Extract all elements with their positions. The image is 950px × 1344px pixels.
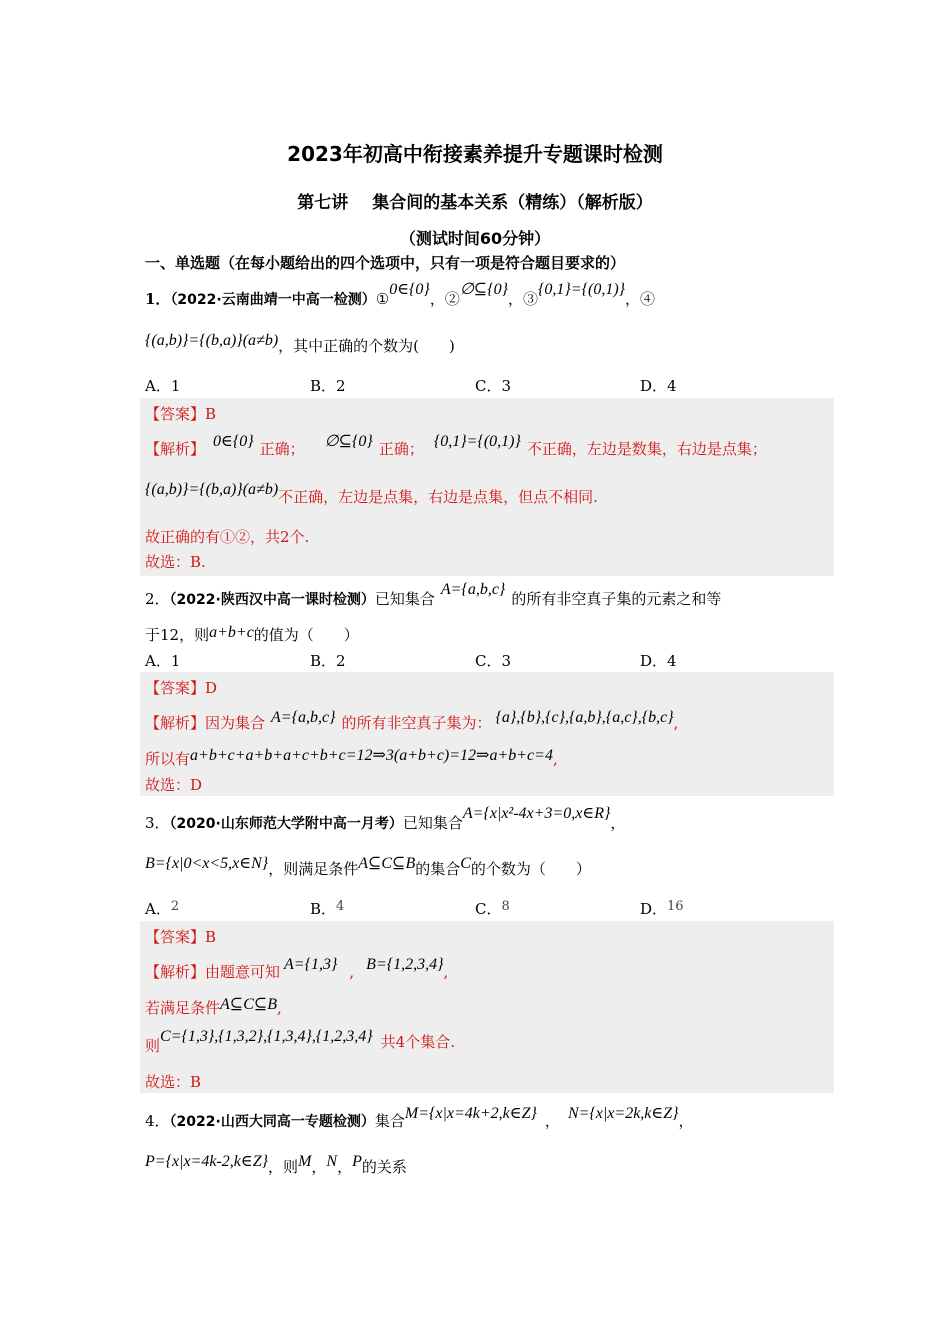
q1-option-a: A．1 xyxy=(145,377,181,395)
q1-expr-2: ∅⊆{0} xyxy=(459,281,508,298)
q4-set-m: M={x|x=4k+2,k∈Z} xyxy=(404,1105,537,1122)
q2-set-a: A={a,b,c} xyxy=(440,581,506,598)
q1-line-1: 1．（2022·云南曲靖一中高一检测）①0∈{0}，②∅⊆{0}，③{0,1}={(0,1)}，④ xyxy=(145,281,656,308)
q1-number: 1． xyxy=(145,290,171,308)
q1-option-b: B．2 xyxy=(310,377,346,395)
q2-option-a: A．1 xyxy=(145,652,181,670)
q1-answer-box xyxy=(140,398,834,576)
q3-source: （2020·山东师范大学附中高一月考） xyxy=(169,816,403,832)
lecture-title: 第七讲 集合间的基本关系（精练）（解析版） xyxy=(297,193,653,213)
q2-line-1: 2．（2022·陕西汉中高一课时检测）已知集合A={a,b,c}的所有非空真子集的元素之和等 xyxy=(145,581,722,608)
q2-source: （2022·陕西汉中高一课时检测） xyxy=(169,592,375,608)
q1-answer: 【答案】B xyxy=(145,405,217,423)
q2-explain-line-2: 所以有a+b+c+a+b+a+c+b+c=12⇒3(a+b+c)=12⇒a+b+c=4, xyxy=(145,747,558,768)
q3-explain-line-2: 若满足条件A⊆C⊆B, xyxy=(145,996,282,1017)
section-heading: 一、单选题（在每小题给出的四个选项中，只有一项是符合题目要求的） xyxy=(145,254,626,272)
q3-number: 3． xyxy=(145,814,170,832)
q2-explain-line-1: 【解析】因为集合 A={a,b,c} 的所有非空真子集为： {a},{b},{c},{a,b},{a,c},{b,c}, xyxy=(145,709,679,732)
q1-line-2: {(a,b)}={(b,a)}(a≠b)，其中正确的个数为( ) xyxy=(145,332,455,355)
q4-source: （2022·山西大同高一专题检测） xyxy=(169,1114,375,1130)
q2-line-2: 于12，则a+b+c的值为（ ） xyxy=(145,624,359,644)
q2-expr-sum: a+b+c xyxy=(209,624,254,641)
doc-title: 2023年初高中衔接素养提升专题课时检测 xyxy=(287,142,663,166)
q1-expr-4: {(a,b)}={(b,a)}(a≠b) xyxy=(145,332,279,349)
q4-number: 4． xyxy=(145,1112,170,1130)
q3-line-1: 3．（2020·山东师范大学附中高一月考）已知集合A={x|x²-4x+3=0,x∈R}， xyxy=(145,805,626,832)
test-time: （测试时间60分钟） xyxy=(399,229,551,248)
q4-line-1: 4．（2022·山西大同高一专题检测）集合M={x|x=4k+2,k∈Z} ， N={x|x=2k,k∈Z}， xyxy=(145,1105,694,1130)
q3-option-d: D．16 xyxy=(640,899,684,918)
q4-line-2: P={x|x=4k-2,k∈Z}，则M，N，P的关系 xyxy=(145,1153,407,1176)
q1-option-d: D．4 xyxy=(640,377,677,395)
q1-option-c: C．3 xyxy=(475,377,512,395)
q2-answer: 【答案】D xyxy=(145,679,218,697)
q4-set-n: N={x|x=2k,k∈Z} xyxy=(567,1105,679,1122)
q3-option-c: C．8 xyxy=(475,899,510,918)
q1-expr-1: 0∈{0} xyxy=(389,281,430,298)
q2-option-d: D．4 xyxy=(640,652,677,670)
q2-option-b: B．2 xyxy=(310,652,346,670)
q2-explain-line-3: 故选：D xyxy=(145,776,203,794)
q2-number: 2． xyxy=(145,590,170,608)
q3-answer-box xyxy=(140,921,834,1093)
q1-explain-line-4: 故选：B. xyxy=(145,553,206,571)
q2-answer-box xyxy=(140,672,834,796)
q3-option-b: B．4 xyxy=(310,899,345,918)
q1-expr-3: {0,1}={(0,1)} xyxy=(538,281,626,298)
q3-explain-line-3: 则C={1,3},{1,3,2},{1,3,4},{1,2,3,4} 共4个集合. xyxy=(145,1028,455,1055)
q2-option-c: C．3 xyxy=(475,652,512,670)
q3-explain-line-1: 【解析】由题意可知 A={1,3} , B={1,2,3,4}, xyxy=(145,956,449,981)
q3-set-b: B={x|0<x<5,x∈N} xyxy=(145,855,269,872)
q1-explain-line-3: 故正确的有①②，共2个. xyxy=(145,528,310,546)
q3-explain-line-4: 故选：B xyxy=(145,1073,202,1091)
q1-explain-line-2: {(a,b)}={(b,a)}(a≠b)不正确，左边是点集，右边是点集，但点不相同. xyxy=(145,481,598,506)
q3-answer: 【答案】B xyxy=(145,928,217,946)
q1-source: （2022·云南曲靖一中高一检测） xyxy=(170,292,376,308)
q1-explain-line-1: 【解析】 0∈{0} 正确； ∅⊆{0} 正确； {0,1}={(0,1)} 不正确，左边是数集，右边是点集； xyxy=(145,433,767,458)
q3-option-a: A．2 xyxy=(145,899,180,918)
q4-set-p: P={x|x=4k-2,k∈Z} xyxy=(145,1153,269,1170)
q3-set-a: A={x|x²-4x+3=0,x∈R} xyxy=(462,805,611,822)
q3-line-2: B={x|0<x<5,x∈N}，则满足条件A⊆C⊆B的集合C的个数为（ ） xyxy=(145,855,591,878)
q3-condition: A⊆C⊆B xyxy=(358,855,416,872)
